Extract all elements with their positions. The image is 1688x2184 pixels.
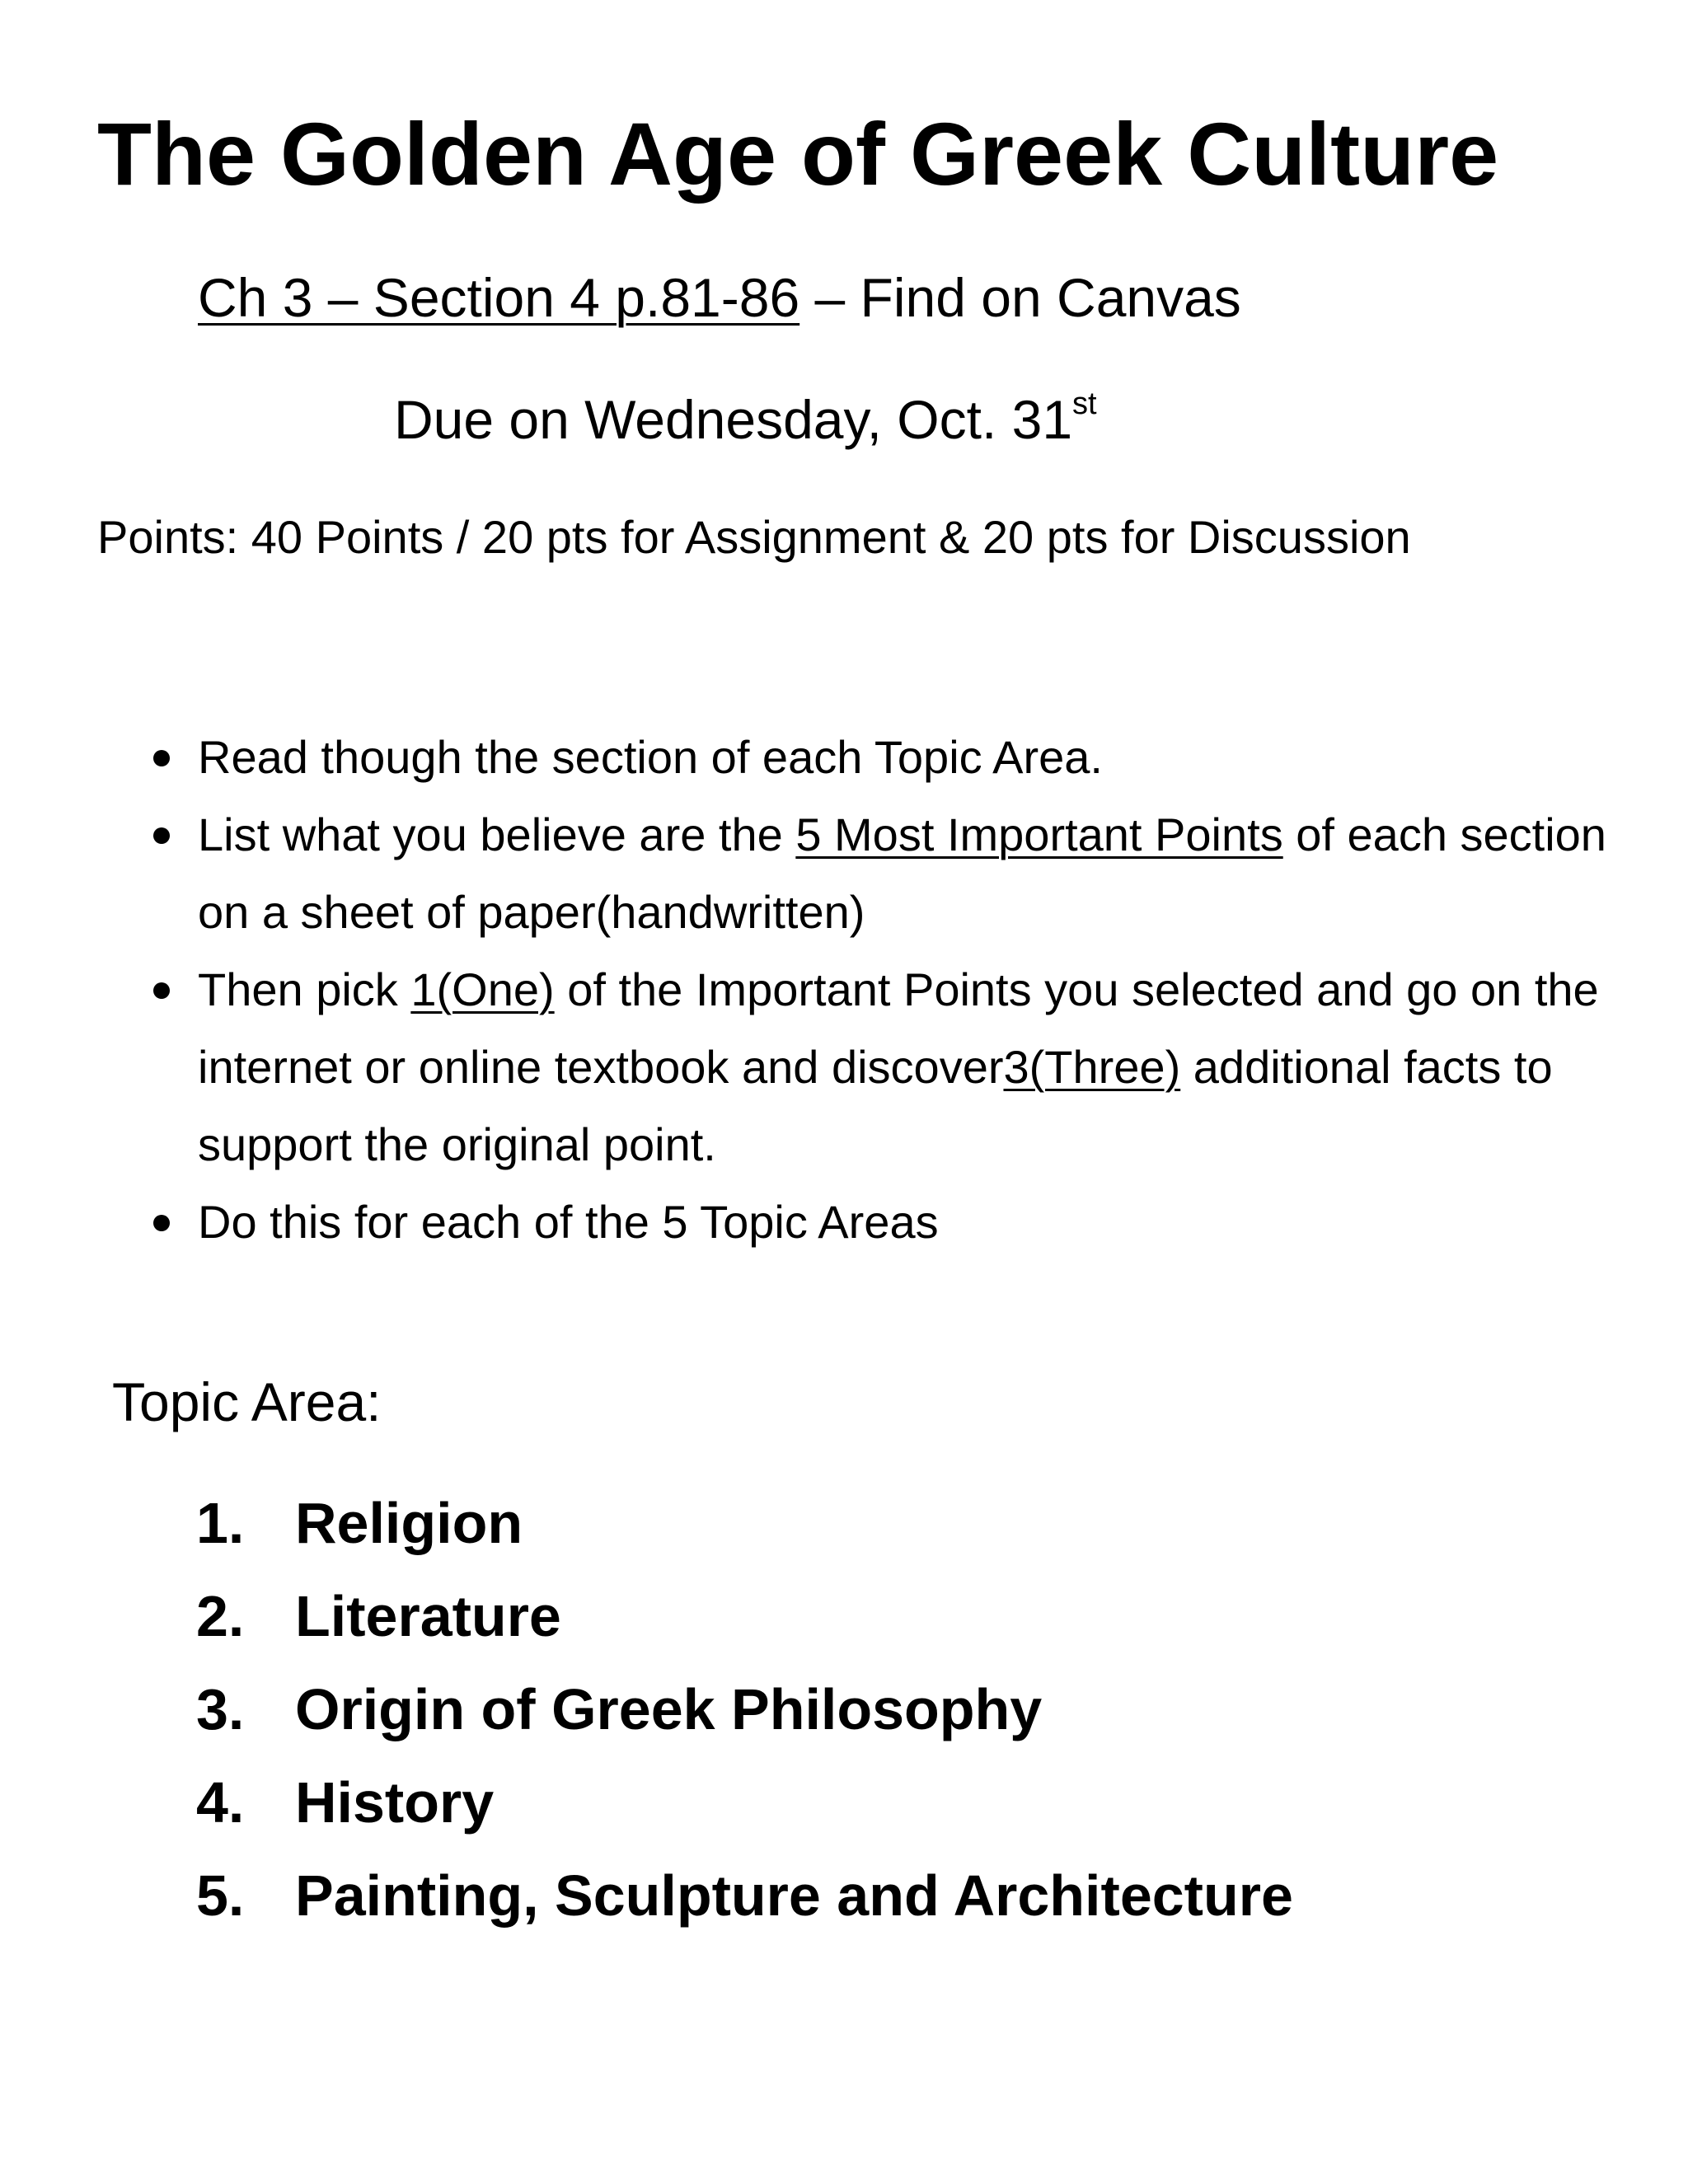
due-date-ordinal: st xyxy=(1072,387,1097,421)
topic-number: 4. xyxy=(196,1770,245,1835)
topic-number: 3. xyxy=(196,1677,245,1741)
instruction-emphasis: 1(One) xyxy=(410,963,555,1015)
instruction-text: Read though the section of each Topic Area. xyxy=(198,731,1103,783)
instruction-text-after: of each section on a sheet of paper(handwritten) xyxy=(198,808,1606,938)
instruction-item xyxy=(0,796,1688,951)
topic-name: Literature xyxy=(295,1584,561,1648)
bullet-icon xyxy=(153,750,170,766)
instruction-item xyxy=(0,719,1688,796)
topic-name: Origin of Greek Philosophy xyxy=(295,1677,1043,1741)
bullet-icon xyxy=(153,827,170,844)
instruction-emphasis: 5 Most Important Points xyxy=(795,808,1283,860)
bullet-icon xyxy=(153,982,170,999)
instruction-item xyxy=(0,951,1688,1183)
page-title: The Golden Age of Greek Culture xyxy=(97,104,1499,204)
instruction-text-before: List what you believe are the xyxy=(198,808,796,860)
chapter-suffix: – Find on Canvas xyxy=(799,267,1241,328)
instruction-text: Do this for each of the 5 Topic Areas xyxy=(198,1196,939,1248)
instruction-item xyxy=(0,1183,1688,1261)
bullet-icon xyxy=(153,1215,170,1231)
chapter-reference: Ch 3 – Section 4 p.81-86 xyxy=(198,267,800,328)
topic-area-heading: Topic Area: xyxy=(112,1371,382,1432)
instruction-text-middle: of the Important Points you selected and go on the internet or online textbook and discover xyxy=(198,963,1599,1093)
due-date-text: Due on Wednesday, Oct. 31 xyxy=(394,389,1073,450)
instruction-text-before: Then pick xyxy=(198,963,411,1015)
topic-number: 2. xyxy=(196,1584,245,1648)
instruction-emphasis-2: 3(Three) xyxy=(1003,1041,1181,1093)
chapter-reference-line xyxy=(198,265,1241,330)
instruction-text-after: additional facts to support the original point. xyxy=(198,1041,1553,1170)
topic-name: Religion xyxy=(295,1491,523,1555)
topic-name: Painting, Sculpture and Architecture xyxy=(295,1863,1293,1928)
topic-number: 5. xyxy=(196,1863,245,1928)
topic-name: History xyxy=(295,1770,495,1835)
due-date-line xyxy=(394,387,1097,452)
points-line: Points: 40 Points / 20 pts for Assignment & 20 pts for Discussion xyxy=(97,511,1411,563)
instruction-list xyxy=(0,719,1688,1261)
topic-number: 1. xyxy=(196,1491,245,1555)
